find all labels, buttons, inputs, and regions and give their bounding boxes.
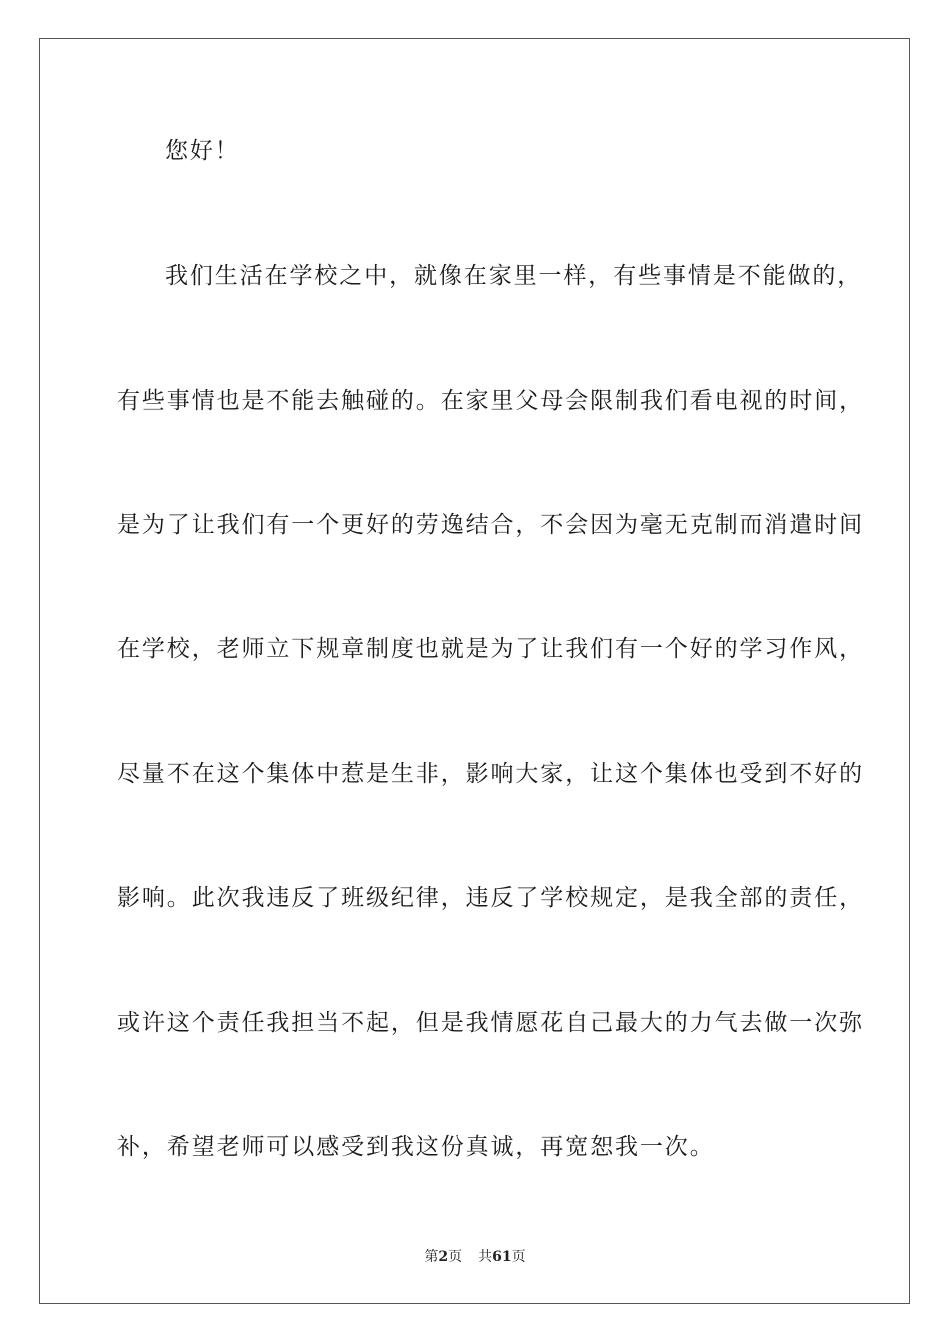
- page-border: [39, 38, 910, 1304]
- body-line-1: 我们生活在学校之中，就像在家里一样，有些事情是不能做的，: [165, 263, 863, 289]
- body-line-4: 在学校，老师立下规章制度也就是为了让我们有一个好的学习作风，: [117, 636, 864, 662]
- page-footer: [0, 1248, 950, 1266]
- total-prefix: 共: [478, 1249, 493, 1265]
- body-line-5: 尽量不在这个集体中惹是生非，影响大家，让这个集体也受到不好的: [117, 761, 864, 787]
- page-prefix: 第: [424, 1249, 439, 1265]
- total-pages: 61: [492, 1249, 512, 1265]
- body-line-7: 或许这个责任我担当不起，但是我情愿花自己最大的力气去做一次弥: [117, 1010, 864, 1036]
- page-number: 2: [438, 1249, 449, 1265]
- total-suffix: 页: [511, 1249, 526, 1265]
- body-line-3: 是为了让我们有一个更好的劳逸结合，不会因为毫无克制而消遣时间: [117, 512, 864, 538]
- body-line-6: 影响。此次我违反了班级纪律，违反了学校规定，是我全部的责任，: [117, 885, 864, 911]
- body-line-8: 补，希望老师可以感受到我这份真诚，再宽恕我一次。: [117, 1134, 715, 1160]
- page-suffix: 页: [448, 1249, 463, 1265]
- body-line-2: 有些事情也是不能去触碰的。在家里父母会限制我们看电视的时间，: [117, 388, 864, 414]
- greeting-line: 您好！: [165, 138, 240, 164]
